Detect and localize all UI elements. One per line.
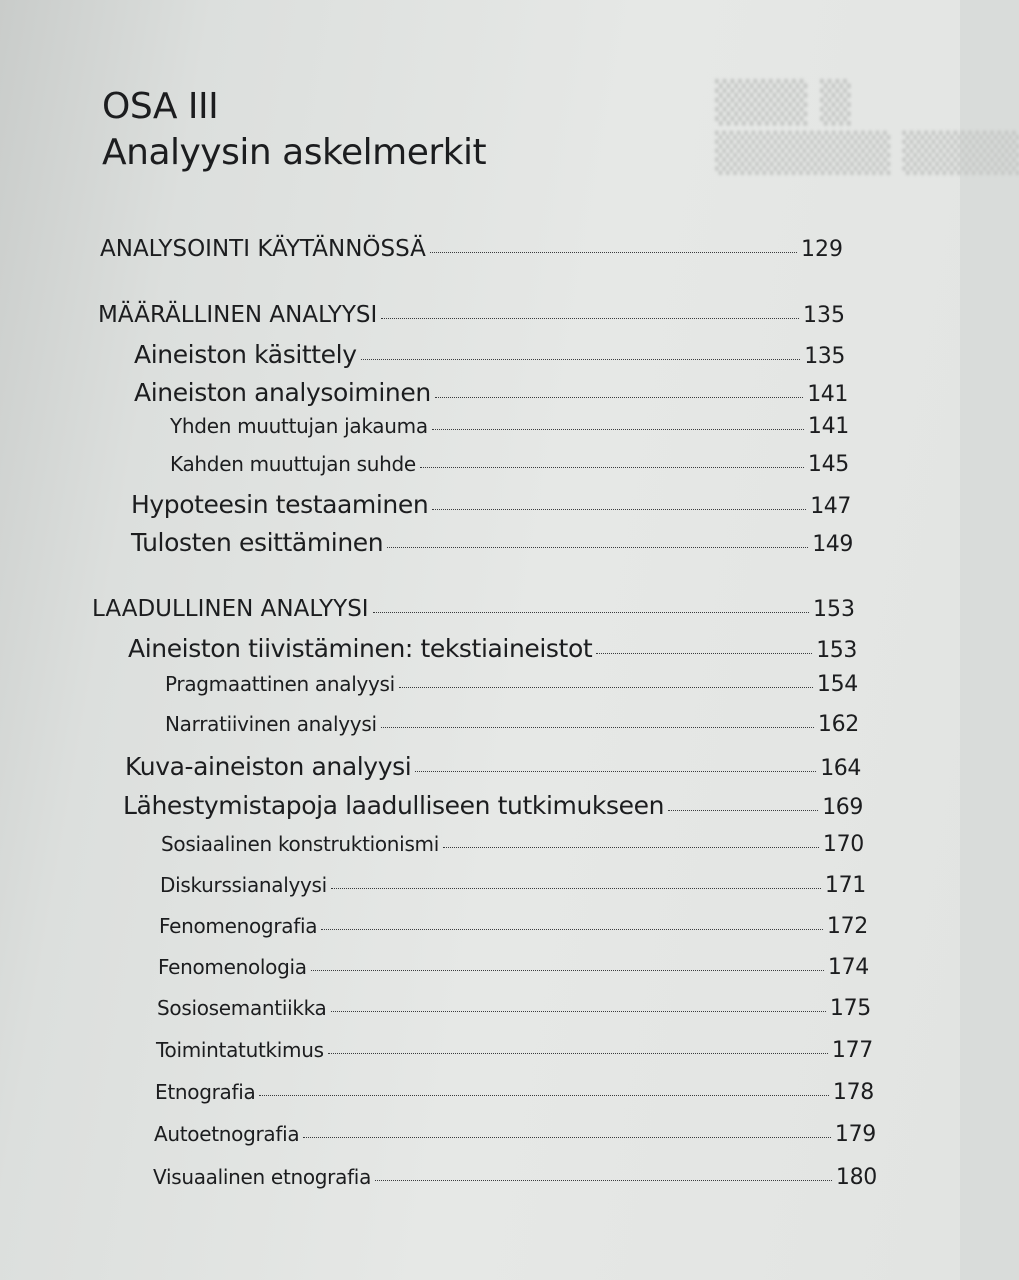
toc-entry-page-number: 174 [827, 955, 869, 980]
toc-entry [158, 955, 869, 980]
toc-entry [165, 672, 858, 697]
dot-leader [420, 467, 804, 468]
toc-entry-page-number: 169 [822, 795, 863, 820]
dot-leader [668, 810, 818, 811]
dot-leader [311, 970, 824, 971]
toc-entry-title: Fenomenografia [159, 914, 318, 938]
dot-leader [331, 888, 821, 889]
toc-entry-title: Pragmaattinen analyysi [165, 672, 395, 696]
toc-entry-page-number: 180 [835, 1165, 877, 1190]
dot-leader [328, 1053, 828, 1054]
toc-entry-page-number: 135 [803, 303, 845, 328]
toc-entry-title: Aineiston käsittely [134, 340, 357, 369]
toc-entry-title: Diskurssianalyysi [160, 873, 327, 897]
toc-entry-page-number: 177 [831, 1038, 873, 1063]
dot-leader [387, 547, 808, 548]
toc-entry-title: Lähestymistapoja laadulliseen tutkimukseen [123, 791, 665, 820]
toc-entry-page-number: 135 [804, 344, 845, 369]
toc-entry-title: Etnografia [155, 1080, 256, 1104]
toc-entry [159, 914, 868, 939]
toc-entry [100, 236, 843, 262]
dot-leader [361, 359, 801, 360]
toc-entry-title: Aineiston tiivistäminen: tekstiaineistot [128, 634, 593, 663]
toc-entry-page-number: 171 [824, 873, 866, 898]
toc-entry-page-number: 153 [816, 638, 857, 663]
part-number: OSA III [102, 86, 219, 127]
toc-entry [131, 490, 851, 519]
toc-entry [155, 1080, 874, 1105]
dot-leader [381, 318, 799, 319]
toc-entry [125, 752, 861, 781]
toc-entry [160, 873, 866, 898]
dot-leader [321, 929, 823, 930]
toc-entry [92, 596, 855, 622]
dot-leader [381, 727, 814, 728]
dot-leader [596, 653, 812, 654]
toc-entry [170, 414, 849, 439]
toc-entry [128, 634, 857, 663]
toc-entry [157, 996, 871, 1021]
part-title: Analyysin askelmerkit [102, 132, 487, 173]
dot-leader [331, 1011, 826, 1012]
toc-entry-page-number: 175 [829, 996, 871, 1021]
toc-entry-title: Yhden muuttujan jakauma [170, 414, 428, 438]
toc-entry-page-number: 147 [810, 494, 851, 519]
toc-entry [170, 452, 849, 477]
toc-entry-title: MÄÄRÄLLINEN ANALYYSI [98, 302, 378, 328]
toc-entry-page-number: 141 [807, 414, 849, 439]
toc-entry-page-number: 178 [832, 1080, 874, 1105]
toc-entry-title: Kuva-aineiston analyysi [125, 752, 412, 781]
toc-entry-title: Tulosten esittäminen [131, 528, 384, 557]
toc-entry [154, 1122, 876, 1147]
dot-leader [432, 509, 806, 510]
toc-entry [156, 1038, 873, 1063]
toc-entry [98, 302, 845, 328]
toc-entry-title: Aineiston analysoiminen [134, 378, 431, 407]
toc-entry-page-number: 145 [807, 452, 849, 477]
show-through-text: ▒▒▒ ▒ ▒▒▒▒▒▒ ▒▒▒▒ [715, 80, 1019, 175]
dot-leader [399, 687, 813, 688]
dot-leader [443, 847, 819, 848]
dot-leader [415, 771, 816, 772]
toc-entry-title: Autoetnografia [154, 1122, 300, 1146]
toc-entry-title: Narratiivinen analyysi [165, 712, 377, 736]
toc-entry-title: Sosiosemantiikka [157, 996, 327, 1020]
toc-entry [123, 791, 863, 820]
dot-leader [430, 252, 797, 253]
dot-leader [303, 1137, 831, 1138]
toc-entry-title: ANALYSOINTI KÄYTÄNNÖSSÄ [100, 236, 426, 262]
toc-entry [165, 712, 859, 737]
dot-leader [432, 429, 804, 430]
toc-entry [134, 378, 848, 407]
toc-entry-page-number: 129 [801, 237, 843, 262]
toc-entry-page-number: 149 [812, 532, 853, 557]
toc-entry [134, 340, 845, 369]
toc-entry [161, 832, 864, 857]
toc-entry [131, 528, 853, 557]
toc-entry-title: Visuaalinen etnografia [153, 1165, 372, 1189]
toc-entry-page-number: 164 [820, 756, 861, 781]
toc-entry-title: Fenomenologia [158, 955, 307, 979]
toc-entry-page-number: 172 [826, 914, 868, 939]
toc-entry-page-number: 154 [816, 672, 858, 697]
dot-leader [435, 397, 803, 398]
toc-entry-title: LAADULLINEN ANALYYSI [92, 596, 369, 622]
toc-entry-page-number: 141 [807, 382, 848, 407]
toc-entry-title: Hypoteesin testaaminen [131, 490, 429, 519]
toc-entry-title: Kahden muuttujan suhde [170, 452, 416, 476]
toc-entry-page-number: 153 [813, 597, 855, 622]
dot-leader [375, 1180, 832, 1181]
toc-entry-page-number: 170 [822, 832, 864, 857]
toc-entry-title: Toimintatutkimus [156, 1038, 324, 1062]
dot-leader [373, 612, 809, 613]
toc-entry-page-number: 179 [834, 1122, 876, 1147]
toc-entry-page-number: 162 [817, 712, 859, 737]
toc-entry-title: Sosiaalinen konstruktionismi [161, 832, 439, 856]
dot-leader [259, 1095, 828, 1096]
toc-entry [153, 1165, 877, 1190]
